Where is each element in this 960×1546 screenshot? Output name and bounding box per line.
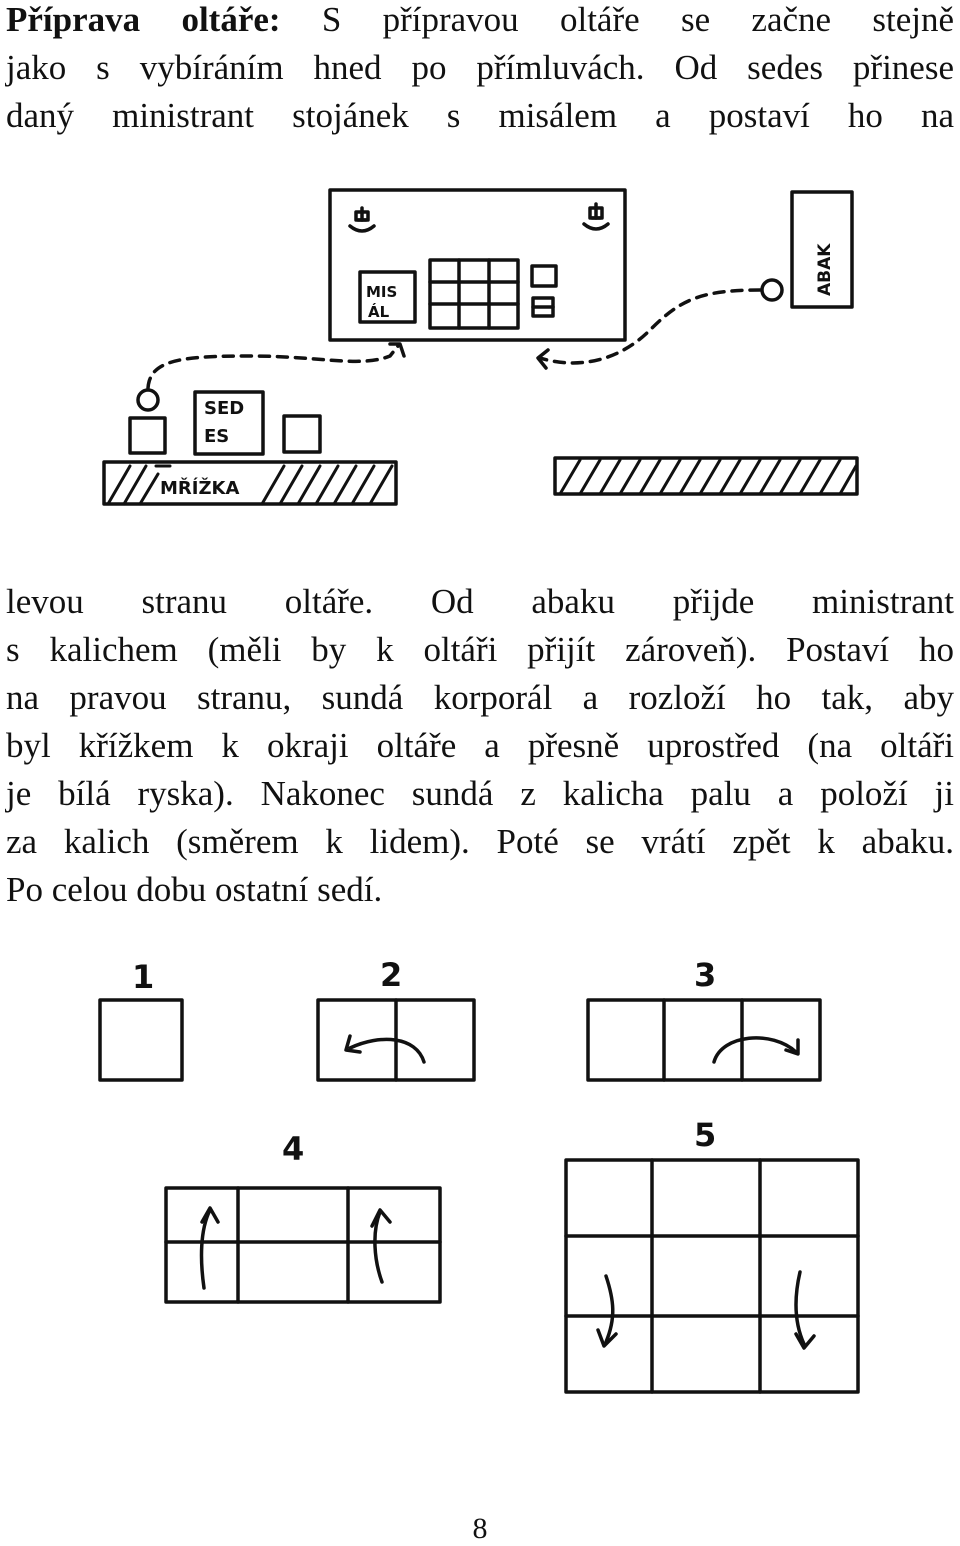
fold-step-5: [566, 1160, 858, 1392]
fold-step-label: 5: [694, 1116, 717, 1154]
ministrant-right-icon: [762, 280, 782, 300]
paragraph-line: jako s vybíráním hned po přímluvách. Od sedes přinese: [6, 48, 954, 87]
section-heading: Příprava oltáře:: [6, 0, 281, 39]
fold-step-label: 3: [694, 956, 717, 994]
path-right-arrow: [540, 290, 760, 363]
abak-label: ABAK: [815, 243, 835, 296]
paragraph-body: [6, 578, 954, 914]
path-left-arrow: [148, 346, 398, 388]
paragraph-line: daný ministrant stojánek s misálem a postaví ho na: [6, 96, 954, 135]
paragraph-line: byl křížkem k okraji oltáře a přesně uprostřed (na oltáři: [6, 726, 954, 765]
steps-hatch-lines-right: [560, 460, 856, 494]
candle-left-icon: [350, 208, 374, 231]
seat-right: [284, 416, 320, 452]
paragraph-line: za kalich (směrem k lidem). Poté se vrátí zpět k abaku.: [6, 822, 954, 861]
paragraph-line: levou stranu oltáře. Od abaku přijde ministrant: [6, 582, 954, 621]
candle-right-icon: [584, 204, 608, 229]
fold-step-label: 1: [132, 958, 155, 996]
seat-left: [130, 418, 165, 453]
corporal-grid: [430, 260, 518, 328]
ministrant-left-icon: [138, 390, 158, 410]
fold-step-2: [318, 1000, 474, 1080]
paragraph-line: na pravou stranu, sundá korporál a rozloží ho tak, aby: [6, 678, 954, 717]
sedes-label: SED: [204, 398, 245, 419]
steps-label: MŘÍŽKA: [160, 478, 240, 499]
fold-step-4: [166, 1188, 440, 1302]
fold-step-3: [588, 1000, 820, 1080]
pall-box: [532, 266, 556, 286]
paragraph-line: Po celou dobu ostatní sedí.: [6, 870, 383, 909]
page-number: 8: [472, 1512, 488, 1545]
fold-step-1: [100, 1000, 182, 1080]
missal-label: ÁL: [368, 303, 390, 321]
steps-left-hatched: [104, 462, 396, 504]
steps-hatch-lines-left: [108, 466, 392, 504]
missal-label: MIS: [366, 283, 398, 301]
sedes-label: ES: [204, 426, 230, 447]
paragraph-line: je bílá ryska). Nakonec sundá z kalicha palu a položí ji: [6, 774, 954, 813]
paragraph-line: s kalichem (měli by k oltáři přijít zároveň). Postaví ho: [6, 630, 954, 669]
fold-step-label: 2: [380, 956, 403, 994]
paragraph-line: Příprava oltáře: S přípravou oltáře se začne stejně: [6, 0, 954, 39]
fold-step-label: 4: [282, 1130, 305, 1168]
